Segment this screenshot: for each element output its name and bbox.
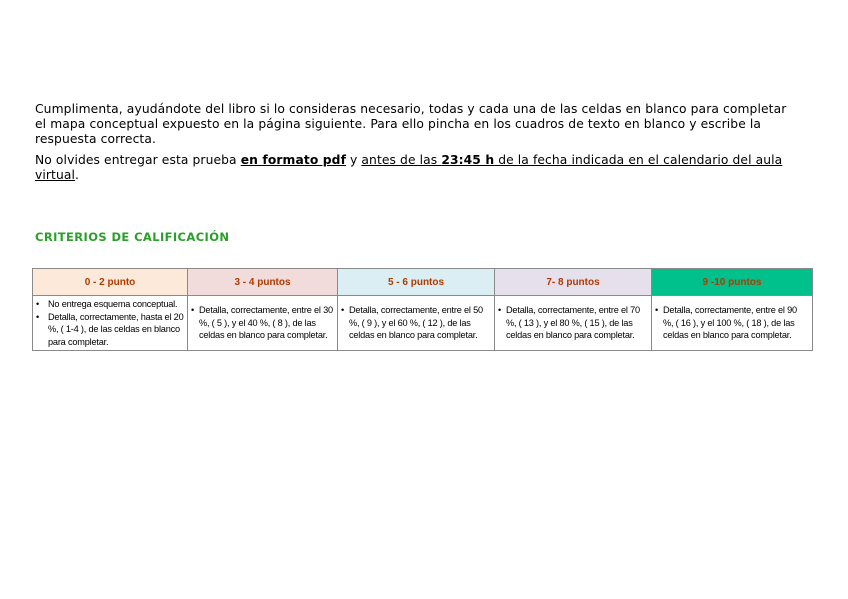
rubric-cell-7-8: [495, 296, 652, 351]
deadline-and: y: [346, 153, 362, 167]
criteria-title: CRITERIOS DE CALIFICACIÓN: [35, 230, 230, 244]
rubric-cell-9-10: [652, 296, 813, 351]
deadline-prefix: No olvides entregar esta prueba: [35, 153, 241, 167]
instructions-paragraph-2: [35, 153, 795, 183]
rubric-cell-5-6-item: • Detalla, correctamente, entre el 50 %, ( 9 ), y el 60 %, ( 12 ), de las celdas en blanco para completar.: [341, 304, 491, 342]
rubric-header-7-8: 7- 8 puntos: [495, 269, 652, 296]
rubric-cell-3-4: [188, 296, 338, 351]
deadline-time: 23:45 h: [441, 153, 495, 167]
deadline-end: .: [75, 168, 80, 182]
rubric-cell-3-4-item: • Detalla, correctamente, entre el 30 %, ( 5 ), y el 40 %, ( 8 ), de las celdas en blanco para completar.: [191, 304, 334, 342]
rubric-cell-0-2-item-1: • No entrega esquema conceptual.: [36, 298, 184, 311]
rubric-cell-9-10-item: • Detalla, correctamente, entre el 90 %, ( 16 ), y el 100 %, ( 18 ), de las celdas en blanco para completar.: [655, 304, 809, 342]
rubric-header-row: [33, 269, 813, 296]
rubric-cell-5-6: [338, 296, 495, 351]
instructions-paragraph-1: Cumplimenta, ayudándote del libro si lo consideras necesario, todas y cada una de las celdas en blanco para completar el mapa conceptual expuesto en la página siguiente. Para ello pincha en los cuadros de texto en blanco y escribe la respuesta correcta.: [35, 102, 787, 146]
rubric-criteria-row: [33, 296, 813, 351]
deadline-rest: de la fecha indicada en el calendario del aula virtual: [35, 153, 783, 182]
rubric-header-9-10: 9 -10 puntos: [652, 269, 813, 296]
rubric-header-5-6: 5 - 6 puntos: [338, 269, 495, 296]
rubric-header-3-4: 3 - 4 puntos: [188, 269, 338, 296]
deadline-before: antes de las: [361, 153, 442, 167]
rubric-cell-0-2-item-2: • Detalla, correctamente, hasta el 20 %, ( 1-4 ), de las celdas en blanco para completar.: [36, 311, 184, 349]
grading-rubric-table: [32, 268, 813, 351]
rubric-header-0-2: 0 - 2 punto: [33, 269, 188, 296]
pdf-format-emphasis: en formato pdf: [240, 153, 347, 167]
rubric-cell-0-2: [33, 296, 188, 351]
rubric-cell-7-8-item: • Detalla, correctamente, entre el 70 %, ( 13 ), y el 80 %, ( 15 ), de las celdas en blanco para completar.: [498, 304, 648, 342]
instructions: [35, 102, 795, 183]
